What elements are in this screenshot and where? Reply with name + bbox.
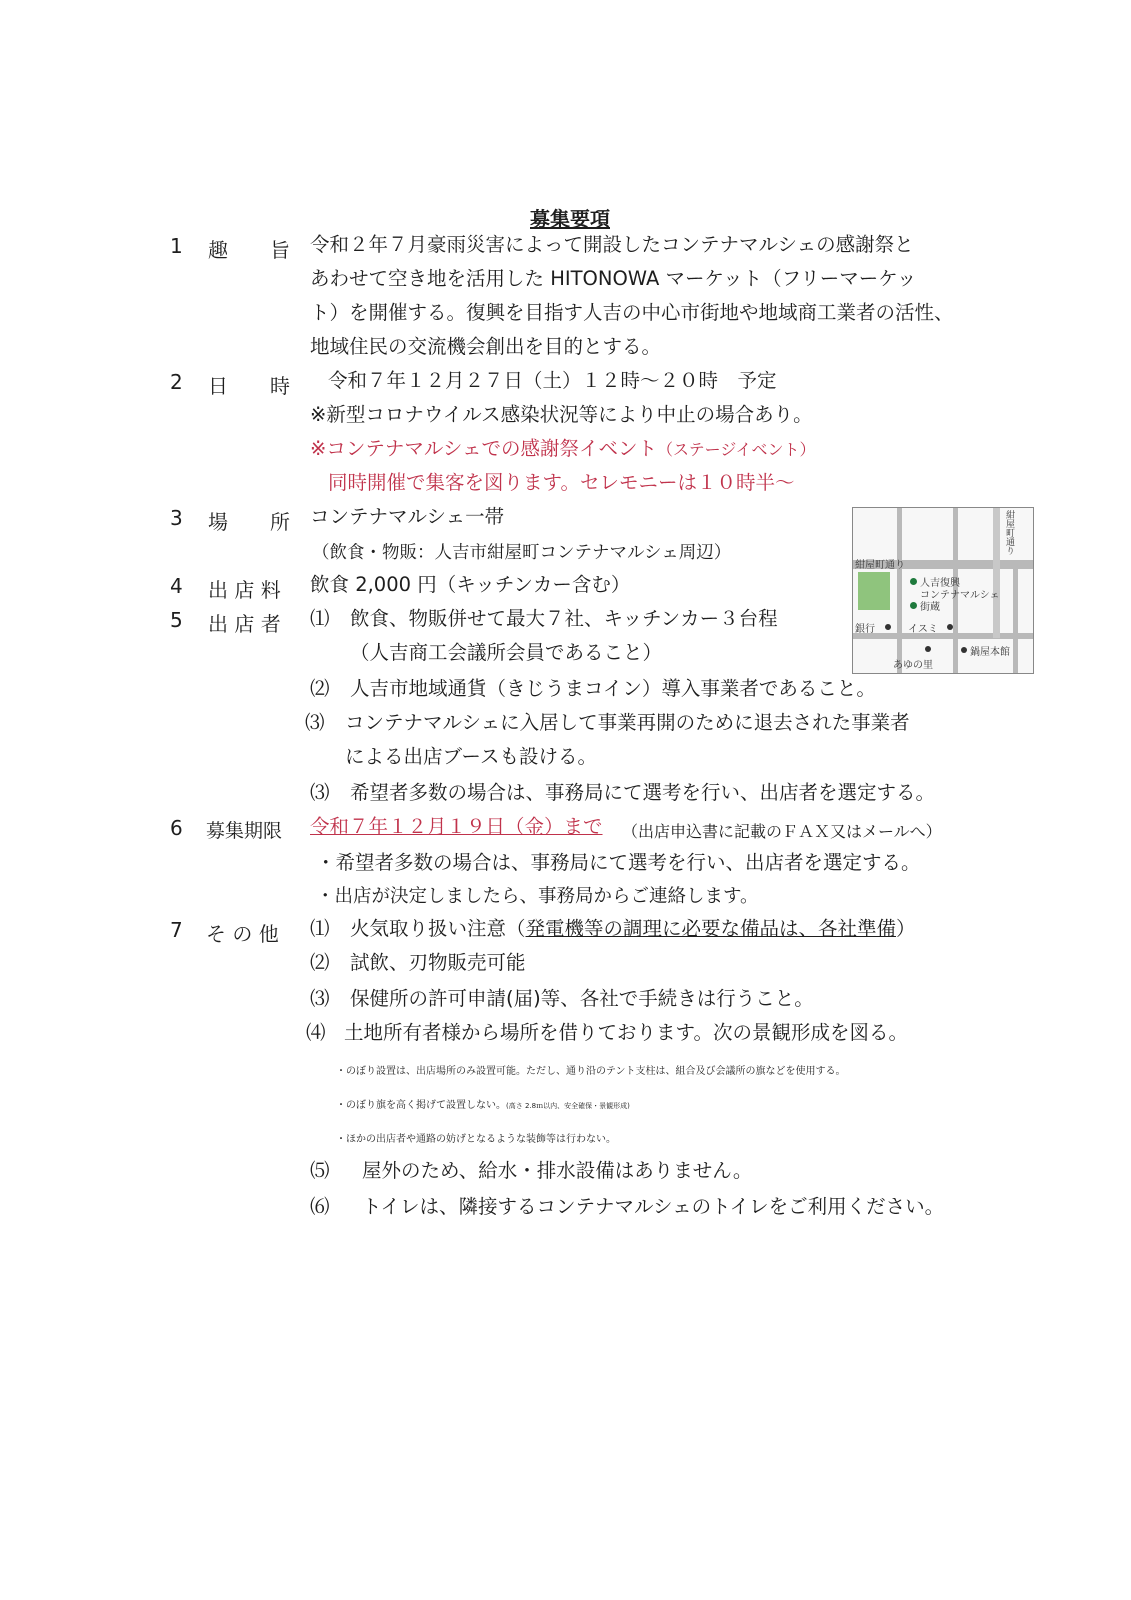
exhibitor-item-3-number: ⑶	[305, 711, 325, 734]
event-date: 令和７年１２月２７日（土）１２時～２０時 予定	[328, 369, 777, 392]
map-label-fukko: 人吉復興	[920, 578, 960, 589]
venue-detail: （飲食・物販：人吉市紺屋町コンテナマルシェ周辺）	[312, 543, 732, 563]
deadline-note: （出店申込書に記載のＦＡＸ又はメールへ）	[622, 822, 942, 841]
map-street-side: 紺屋町通り	[1004, 510, 1014, 555]
other-item-6-number: ⑹	[310, 1195, 330, 1218]
map-marker-icon	[910, 602, 917, 609]
section-1-line-4: 地域住民の交流機会創出を目的とする。	[310, 335, 662, 358]
map-label-bank: 銀行	[855, 624, 875, 635]
exhibitor-item-1: 飲食、物販併せて最大７社、キッチンカー３台程	[350, 607, 778, 630]
other-item-2: 試飲、刃物販売可能	[350, 951, 526, 974]
exhibitor-item-2-number: ⑵	[310, 677, 330, 700]
section-3-number: 3	[170, 506, 183, 530]
map-marker-icon	[885, 624, 891, 630]
section-1-label-b: 旨	[270, 238, 290, 262]
other-item-5: 屋外のため、給水・排水設備はありません。	[362, 1159, 753, 1182]
exhibitor-item-3-cont: による出店ブースも設ける。	[345, 745, 597, 768]
other-item-1-number: ⑴	[310, 917, 330, 940]
section-1-number: 1	[170, 234, 183, 258]
section-4-number: 4	[170, 574, 183, 598]
section-6-number: 6	[170, 816, 183, 840]
section-7-label: そ の 他	[206, 922, 279, 946]
section-3-label-b: 所	[270, 510, 290, 534]
exhibitor-item-2: 人吉市地域通貨（きじうまコイン）導入事業者であること。	[350, 677, 876, 700]
other-item-5-number: ⑸	[310, 1159, 330, 1182]
event-notice-line-1	[310, 432, 816, 467]
cancellation-note: ※新型コロナウイルス感染状況等により中止の場合あり。	[310, 403, 813, 426]
other-item-4: 土地所有者様から場所を借りております。次の景観形成を図る。	[344, 1021, 908, 1044]
section-4-label: 出 店 料	[208, 578, 281, 602]
other-item-4-number: ⑷	[306, 1021, 326, 1044]
map-road-lower	[853, 633, 1033, 639]
map-marker-icon	[910, 578, 917, 585]
section-2-label-a: 日	[208, 374, 228, 398]
exhibitor-item-3: コンテナマルシェに入居して事業再開のために退去された事業者	[345, 711, 910, 734]
exhibitor-item-1-number: ⑴	[310, 607, 330, 630]
application-deadline: 令和７年１２月１９日（金）まで	[310, 815, 603, 838]
venue: コンテナマルシェ一帯	[310, 505, 505, 528]
other-item-1-pre: 火気取り扱い注意（	[350, 917, 526, 940]
exhibitor-item-4: 希望者多数の場合は、事務局にて選考を行い、出店者を選定する。	[350, 781, 936, 804]
section-5-label: 出 店 者	[208, 612, 281, 636]
map-label-nabeya: 鍋屋本館	[970, 647, 1010, 658]
section-1-line-2: あわせて空き地を活用した HITONOWA マーケット（フリーマーケッ	[310, 267, 917, 290]
event-notice-small: （ステージイベント）	[656, 440, 816, 459]
map-marker-icon	[961, 647, 967, 653]
map-road-vertical-far	[1013, 569, 1018, 673]
map-marker-icon	[925, 646, 931, 652]
other-item-6: トイレは、隣接するコンテナマルシェのトイレをご利用ください。	[362, 1195, 945, 1218]
section-5-number: 5	[170, 608, 183, 632]
deadline-bullet-2: ・出店が決定しましたら、事務局からご連絡します。	[316, 886, 759, 907]
section-1-line-1: 令和２年７月豪雨災害によって開設したコンテナマルシェの感謝祭と	[310, 233, 914, 256]
other-item-3-number: ⑶	[310, 987, 330, 1010]
exhibitor-item-1-cont: （人吉商工会議所会員であること）	[350, 641, 663, 664]
exhibitor-item-4-number: ⑶	[310, 781, 330, 804]
other-item-2-number: ⑵	[310, 951, 330, 974]
map-road-vertical-left	[897, 508, 902, 673]
section-3-label-a: 場	[208, 510, 228, 534]
landscape-rule-2-small: (高さ 2.8ｍ以内、安全確保・景観形成)	[506, 1102, 630, 1110]
section-1-label-a: 趣	[208, 238, 228, 262]
location-map	[852, 507, 1034, 674]
section-1-line-3: ト）を開催する。復興を目指す人吉の中心市街地や地域商工業者の活性、	[310, 301, 954, 324]
landscape-rule-3: ・ほかの出店者や通路の妨げとなるような装飾等は行わない。	[336, 1134, 616, 1145]
section-2-number: 2	[170, 370, 183, 394]
map-label-isumi: イスミ	[908, 624, 938, 635]
other-item-1	[350, 912, 916, 946]
section-2-label-b: 時	[270, 374, 290, 398]
section-7-number: 7	[170, 918, 183, 942]
event-notice-main: ※コンテナマルシェでの感謝祭イベント	[310, 437, 657, 460]
map-street-top: 紺屋町通り	[855, 560, 905, 571]
map-label-container: コンテナマルシェ	[920, 590, 1000, 601]
map-marker-icon	[947, 624, 953, 630]
booth-fee: 飲食 2,000 円（キッチンカー含む）	[310, 573, 631, 596]
event-notice-line-2: 同時開催で集客を図ります。セレモニーは１０時半～	[328, 471, 795, 494]
section-6-label: 募集期限	[206, 820, 283, 842]
map-road-vertical-right	[993, 508, 1000, 638]
landscape-rule-2-main: ・のぼり旗を高く掲げて設置しない。	[336, 1100, 506, 1111]
other-item-1-post: ）	[896, 917, 916, 940]
map-label-ayunosato: あゆの里	[893, 660, 933, 671]
other-item-3: 保健所の許可申請(届)等、各社で手続きは行うこと。	[350, 987, 814, 1010]
map-label-machikura: 街蔵	[920, 602, 940, 613]
landscape-rule-2	[336, 1096, 630, 1111]
map-park	[858, 572, 890, 610]
landscape-rule-1: ・のぼり設置は、出店場所のみ設置可能。ただし、通り沿のテント支柱は、組合及び会議所の旗などを使用する。	[336, 1066, 846, 1077]
page-title: 募集要項	[530, 207, 610, 231]
deadline-bullet-1: ・希望者多数の場合は、事務局にて選考を行い、出店者を選定する。	[316, 851, 921, 874]
other-item-1-underlined: 発電機等の調理に必要な備品は、各社準備	[525, 917, 897, 940]
